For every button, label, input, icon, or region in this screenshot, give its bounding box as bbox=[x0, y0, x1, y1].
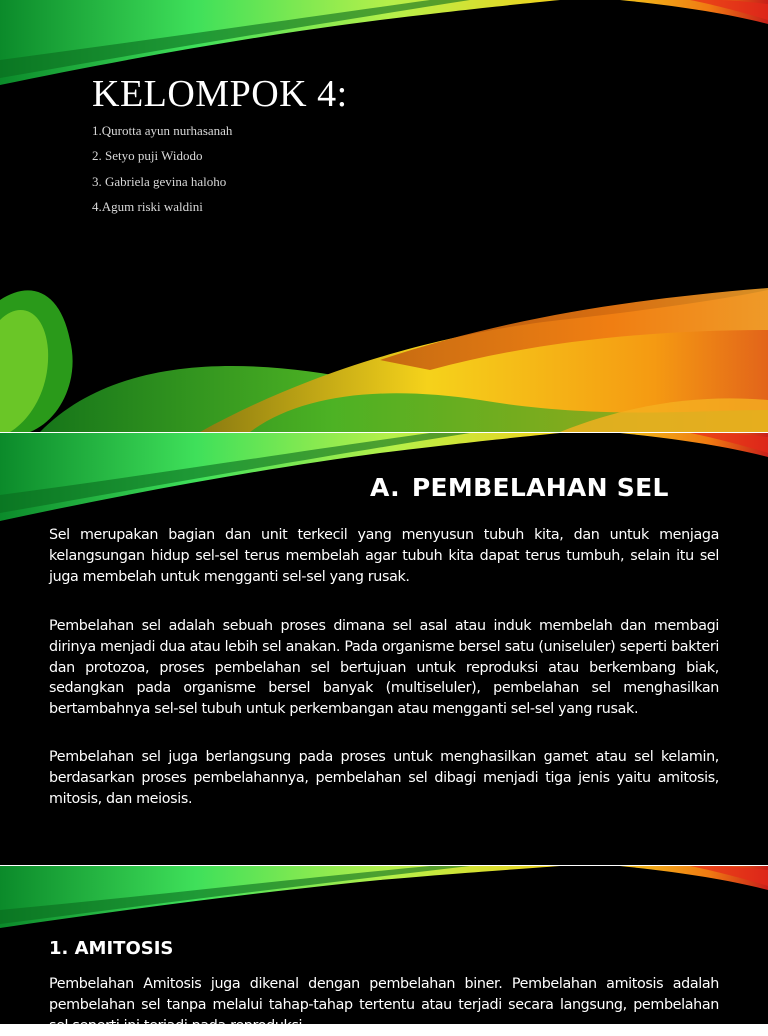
section-title: PEMBELAHAN SEL bbox=[411, 473, 669, 502]
list-item: 2. Setyo puji Widodo bbox=[92, 148, 203, 164]
section-number: A. bbox=[370, 473, 400, 502]
member-list bbox=[92, 122, 232, 223]
slide-title: KELOMPOK 4: bbox=[92, 73, 348, 115]
list-item: 1.Qurotta ayun nurhasanah bbox=[92, 123, 233, 138]
section-heading bbox=[370, 473, 669, 502]
section-heading: 1. AMITOSIS bbox=[49, 938, 174, 959]
content-slide bbox=[0, 866, 768, 1034]
paragraph: Sel merupakan bagian dan unit terkecil yang menyusun tubuh kita, dan untuk menjaga kelangsungan hidup sel-sel terus membelah agar tubuh kita dapat terus tumbuh, selain itu sel juga membelah untuk mengganti sel-sel yang rusak. bbox=[49, 527, 719, 585]
paragraph: Pembelahan sel juga berlangsung pada proses untuk menghasilkan gamet atau sel kelamin, berdasarkan proses pembelahannya, pembelahan sel dibagi menjadi tiga jenis yaitu amitosis, mitosis, dan meiosis. bbox=[49, 749, 719, 807]
paragraph: Pembelahan Amitosis juga dikenal dengan pembelahan biner. Pembelahan amitosis adalah pembelahan sel tanpa melalui tahap-tahap tertentu atau terjadi secara langsung, pembelahan sel seperti ini terjadi pada reproduksi bbox=[49, 976, 719, 1034]
list-item: 4.Agum riski waldini bbox=[92, 198, 203, 214]
content-slide bbox=[0, 433, 768, 865]
list-item: 3. Gabriela gevina haloho bbox=[92, 173, 227, 189]
title-slide bbox=[0, 0, 768, 432]
paragraph: Pembelahan sel adalah sebuah proses dimana sel asal atau induk membelah dan membagi dirinya menjadi dua atau lebih sel anakan. Pada organisme bersel satu (uniseluler) seperti bakteri dan protozoa, proses pembelahan sel bertujuan untuk reproduksi atau berkembang biak, sedangkan pada organisme bersel banyak (multiseluler), pembelahan sel menghasilkan bertambahnya sel-sel tubuh untuk perkembangan atau mengganti sel-sel yang rusak. bbox=[49, 618, 719, 718]
